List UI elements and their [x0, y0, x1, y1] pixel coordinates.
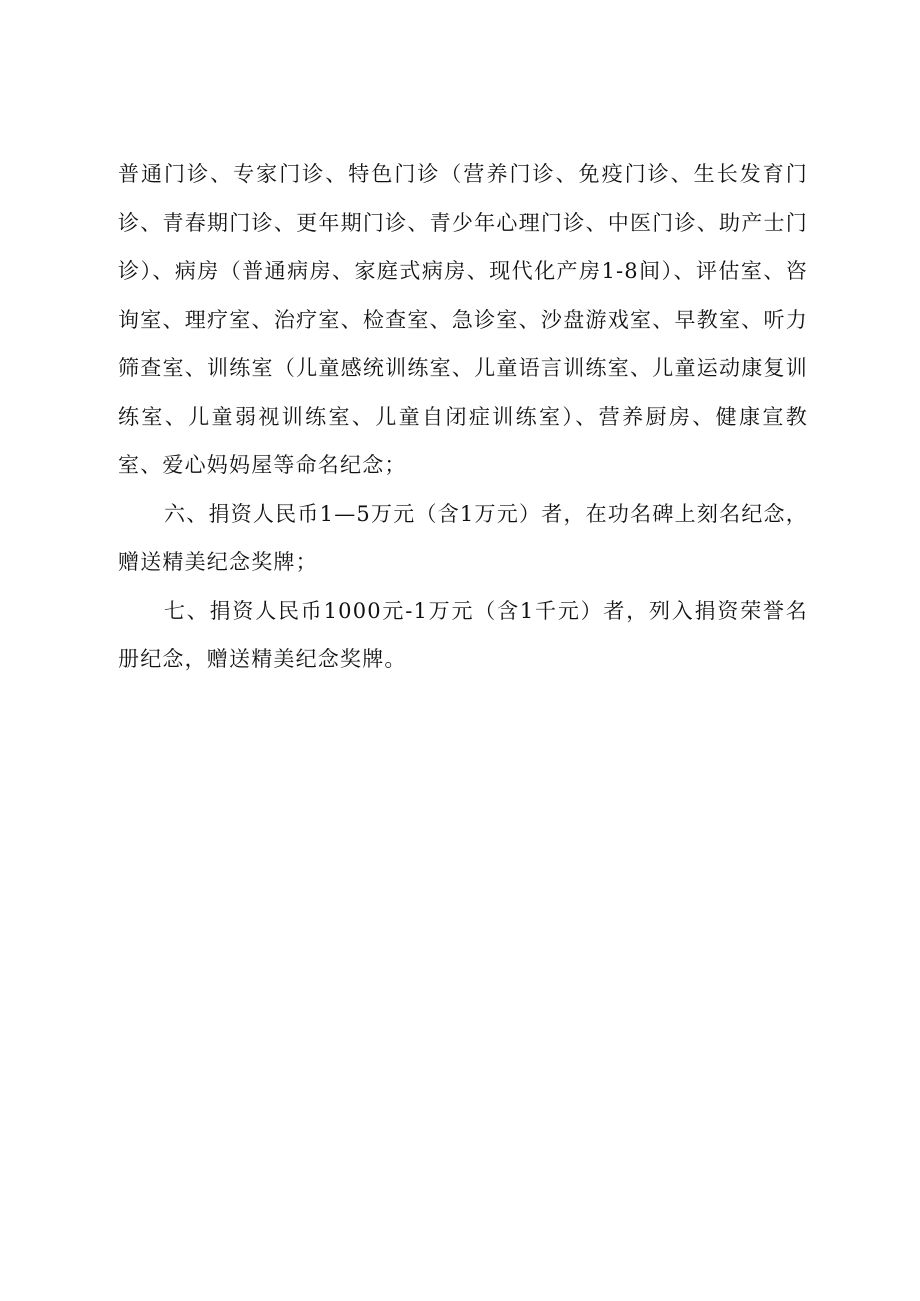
paragraph-naming-rooms: 普通门诊、专家门诊、特色门诊（营养门诊、免疫门诊、生长发育门诊、青春期门诊、更年期门诊、青少年心理门诊、中医门诊、助产士门诊）、病房（普通病房、家庭式病房、现代化产房1-8间）、评估室、咨询室、理疗室、治疗室、检查室、急诊室、沙盘游戏室、早教室、听力筛查室、训练室（儿童感统训练室、儿童语言训练室、儿童运动康复训练室、儿童弱视训练室、儿童自闭症训练室）、营养厨房、健康宣教室、爱心妈妈屋等命名纪念； — [118, 162, 808, 477]
document-body — [118, 150, 808, 684]
paragraph-item-six: 六、捐资人民币1—5万元（含1万元）者，在功名碑上刻名纪念，赠送精美纪念奖牌； — [118, 501, 808, 574]
paragraph-item-seven: 七、捐资人民币1000元-1万元（含1千元）者，列入捐资荣誉名册纪念，赠送精美纪念奖牌。 — [118, 598, 808, 671]
